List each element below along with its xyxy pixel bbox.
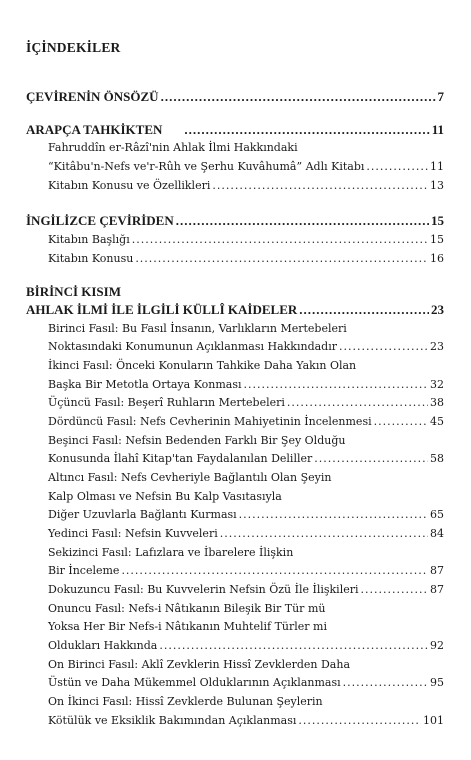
dot-leader	[132, 231, 428, 249]
dot-leader	[287, 394, 428, 412]
dot-leader	[366, 158, 428, 176]
toc-entry[interactable]	[48, 158, 444, 176]
toc-entry[interactable]	[26, 212, 444, 230]
toc-entry-title: Kötülük ve Eksiklik Bakımından Açıklanması	[48, 714, 297, 727]
toc-entry-page: 84	[430, 527, 444, 540]
toc-entry[interactable]: On Birinci Fasıl: Aklî Zevklerin Hissî Zevklerden Daha	[48, 658, 351, 671]
toc-entry-title: AHLAK İLMİ İLE İLGİLİ KÜLLÎ KAİDELER	[26, 302, 298, 317]
dot-leader	[239, 506, 428, 524]
toc-entry[interactable]: Yoksa Her Bir Nefs-i Nâtıkanın Muhtelif Türler mi	[48, 620, 327, 633]
dot-leader	[121, 562, 428, 580]
dot-leader	[299, 301, 429, 319]
dot-leader	[374, 413, 428, 431]
toc-entry[interactable]: Beşinci Fasıl: Nefsin Bedenden Farklı Bir Şey Olduğu	[48, 434, 346, 447]
toc-entry[interactable]	[48, 562, 444, 580]
toc-entry-page: 16	[430, 252, 444, 265]
toc-entry-title: ARAPÇA TAHKİKTEN	[26, 122, 163, 137]
dot-leader	[343, 674, 428, 692]
toc-entry-title: Kitabın Başlığı	[48, 233, 130, 246]
dot-leader	[314, 450, 428, 468]
toc-entry[interactable]	[48, 413, 444, 431]
toc-entry-title: Bir İnceleme	[48, 564, 120, 577]
toc-entry-title: Yedinci Fasıl: Nefsin Kuvveleri	[48, 527, 218, 540]
toc-entry-title: Diğer Uzuvlarla Bağlantı Kurması	[48, 508, 237, 521]
toc-entry[interactable]	[26, 301, 444, 319]
toc-entry[interactable]: Onuncu Fasıl: Nefs-i Nâtıkanın Bileşik Bir Tür mü	[48, 602, 326, 615]
toc-entry-page: 11	[430, 160, 444, 173]
toc-entry[interactable]: İkinci Fasıl: Önceki Konuların Tahkike Daha Yakın Olan	[48, 359, 357, 372]
toc-entry-title: Başka Bir Metotla Ortaya Konması	[48, 378, 242, 391]
toc-entry-page: 13	[430, 179, 444, 192]
toc-entry[interactable]: Altıncı Fasıl: Nefs Cevheriyle Bağlantılı Olan Şeyin	[48, 471, 332, 484]
toc-entry-page: 11	[431, 122, 444, 137]
dot-leader	[159, 637, 428, 655]
toc-entry-page: 87	[430, 564, 444, 577]
toc-entry-title: Kitabın Konusu ve Özellikleri	[48, 179, 211, 192]
dot-leader	[339, 338, 428, 356]
toc-entry-page: 15	[430, 233, 444, 246]
toc-entry[interactable]	[48, 177, 444, 195]
toc-entry-page: 38	[430, 396, 444, 409]
toc-entry[interactable]	[48, 525, 444, 543]
toc-entry[interactable]	[48, 376, 444, 394]
toc-entry-title: ÇEVİRENİN ÖNSÖZÜ	[26, 89, 159, 104]
toc-entry-page: 15	[431, 213, 444, 228]
toc-entry[interactable]	[48, 506, 444, 524]
dot-leader	[361, 581, 428, 599]
toc-entry[interactable]: Fahruddîn er-Râzî'nin Ahlak İlmi Hakkındaki	[48, 141, 298, 154]
toc-entry[interactable]: Kalp Olması ve Nefsin Bu Kalp Vasıtasıyla	[48, 490, 282, 503]
dot-leader	[212, 177, 428, 195]
toc-entry[interactable]	[48, 338, 444, 356]
toc-entry[interactable]	[48, 712, 444, 730]
toc-entry-page: 7	[437, 89, 444, 104]
toc-entry-page: 92	[430, 639, 444, 652]
toc-entry-page: 58	[430, 452, 444, 465]
dot-leader	[184, 121, 429, 139]
toc-entry-page: 87	[430, 583, 444, 596]
dot-leader	[298, 712, 421, 730]
toc-entry-page: 23	[430, 340, 444, 353]
dot-leader	[243, 376, 428, 394]
dot-leader	[220, 525, 428, 543]
toc-entry-page: 101	[423, 714, 444, 727]
toc-entry[interactable]	[26, 88, 444, 106]
toc-entry-page: 65	[430, 508, 444, 521]
toc-entry-title: İNGİLİZCE ÇEVİRİDEN	[26, 213, 174, 228]
toc-entry-title: Kitabın Konusu	[48, 252, 134, 265]
toc-entry[interactable]: Sekizinci Fasıl: Lafızlara ve İbarelere İlişkin	[48, 546, 294, 559]
toc-entry-title: Noktasındaki Konumunun Açıklanması Hakkındadır	[48, 340, 337, 353]
toc-entry-title: Üstün ve Daha Mükemmel Olduklarının Açıklanması	[48, 676, 341, 689]
toc-entry-title: “Kitâbu'n-Nefs ve'r-Rûh ve Şerhu Kuvâhumâ” Adlı Kitabı	[48, 160, 365, 173]
toc-entry-title: Oldukları Hakkında	[48, 639, 158, 652]
toc-entry[interactable]	[48, 231, 444, 249]
toc-entry[interactable]	[48, 637, 444, 655]
toc-entry-title: Dokuzuncu Fasıl: Bu Kuvvelerin Nefsin Özü İle İlişkileri	[48, 583, 359, 596]
dot-leader	[176, 212, 429, 230]
toc-entry-page: 45	[430, 415, 444, 428]
toc-entry-page: 23	[431, 302, 444, 317]
toc-entry-title: Üçüncü Fasıl: Beşerî Ruhların Mertebeleri	[48, 396, 285, 409]
toc-entry-title: Dördüncü Fasıl: Nefs Cevherinin Mahiyetinin İncelenmesi	[48, 415, 372, 428]
toc-entry[interactable]	[48, 250, 444, 268]
part-heading: BİRİNCİ KISIM	[26, 284, 121, 299]
toc-entry-title: Konusunda İlahî Kitap'tan Faydalanılan Deliller	[48, 452, 313, 465]
toc-entry[interactable]	[48, 394, 444, 412]
dot-leader	[135, 250, 428, 268]
toc-entry[interactable]	[48, 581, 444, 599]
toc-entry-page: 95	[430, 676, 444, 689]
page-title: İÇİNDEKİLER	[26, 40, 121, 55]
toc-entry[interactable]: Birinci Fasıl: Bu Fasıl İnsanın, Varlıkların Mertebeleri	[48, 322, 347, 335]
toc-entry[interactable]	[48, 450, 444, 468]
toc-entry[interactable]: On İkinci Fasıl: Hissî Zevklerde Bulunan Şeylerin	[48, 695, 323, 708]
toc-entry[interactable]	[26, 121, 444, 139]
dot-leader	[161, 88, 436, 106]
toc-entry-page: 32	[430, 378, 444, 391]
toc-entry[interactable]	[48, 674, 444, 692]
